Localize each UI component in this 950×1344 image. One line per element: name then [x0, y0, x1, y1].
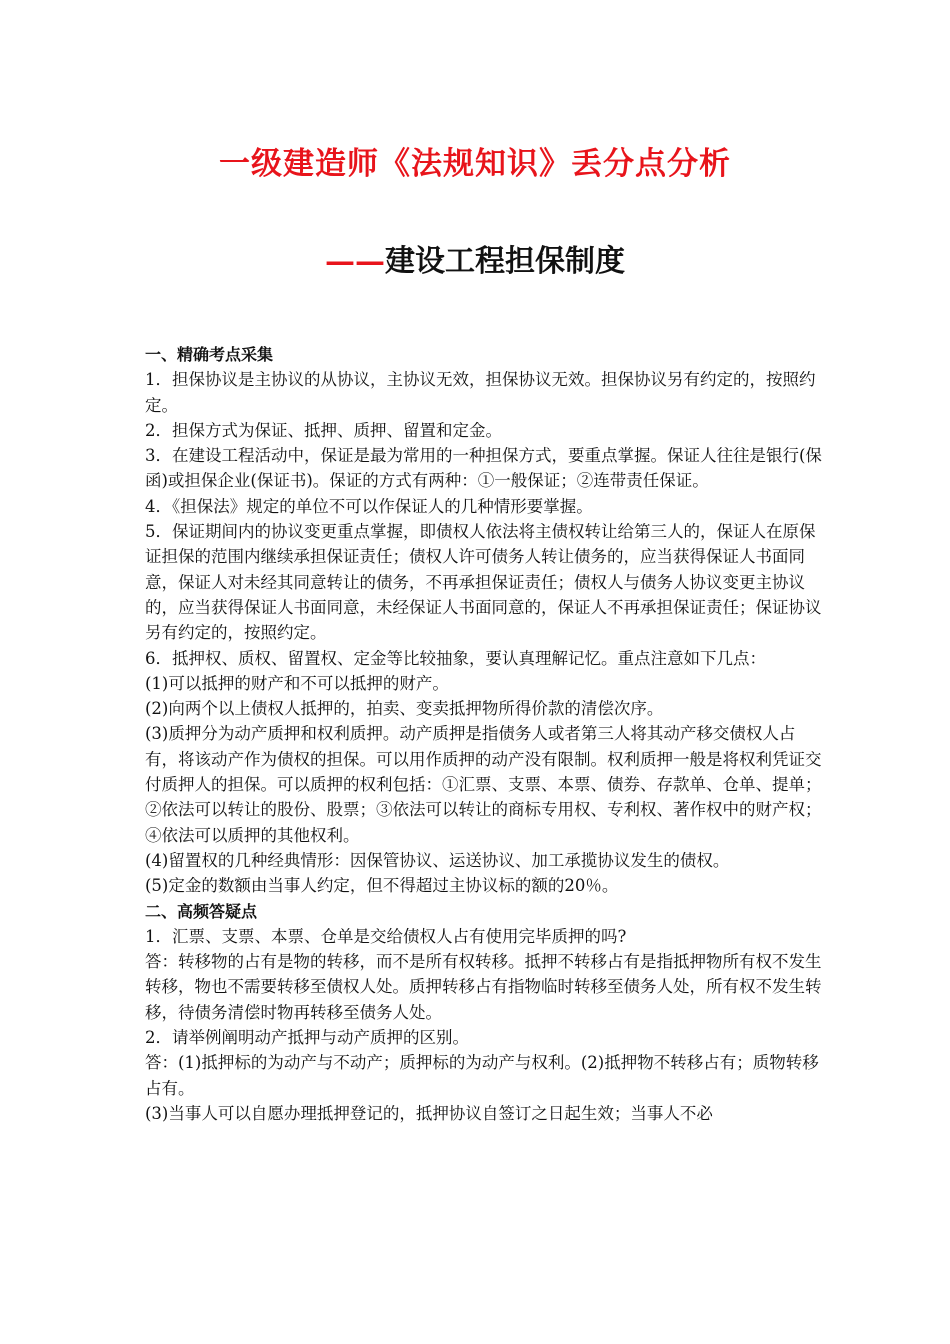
document-subtitle: [0, 236, 950, 280]
paragraph: 4．《担保法》规定的单位不可以作保证人的几种情形要掌握。: [145, 496, 593, 516]
paragraph: (3)当事人可以自愿办理抵押登记的，抵押协议自签订之日起生效；当事人不必: [145, 1103, 713, 1123]
subtitle-text: 建设工程担保制度: [385, 244, 625, 279]
paragraph: 5．保证期间内的协议变更重点掌握，即债权人依法将主债权转让给第三人的，保证人在原保证担保的范围内继续承担保证责任；债权人许可债务人转让债务的，应当获得保证人书面同意，保证人对未经其同意转让的债务，不再承担保证责任；债权人与债务人协议变更主协议的，应当获得保证人书面同意，未经保证人书面同意的，保证人不再承担保证责任；保证协议另有约定的，按照约定。: [145, 522, 822, 643]
subtitle-dash: ——: [325, 244, 385, 279]
paragraph: 1．担保协议是主协议的从协议，主协议无效，担保协议无效。担保协议另有约定的，按照约定。: [145, 370, 816, 415]
paragraph: (1)可以抵押的财产和不可以抵押的财产。: [145, 673, 449, 693]
paragraph: 2．请举例阐明动产抵押与动产质押的区别。: [145, 1028, 469, 1048]
document-body: [145, 342, 825, 1126]
paragraph: (4)留置权的几种经典情形：因保管协议、运送协议、加工承揽协议发生的债权。: [145, 850, 730, 870]
paragraph: (5)定金的数额由当事人约定，但不得超过主协议标的额的20％。: [145, 876, 619, 896]
paragraph: 答：转移物的占有是物的转移，而不是所有权转移。抵押不转移占有是指抵押物所有权不发生转移，物也不需要转移至债权人处。质押转移占有指物临时转移至债务人处，所有权不发生转移，待债务清偿时物再转移至债务人处。: [145, 952, 822, 1022]
paragraph: 答：(1)抵押标的为动产与不动产；质押标的为动产与权利。(2)抵押物不转移占有；质物转移占有。: [145, 1053, 819, 1098]
paragraph: (2)向两个以上债权人抵押的，拍卖、变卖抵押物所得价款的清偿次序。: [145, 699, 664, 719]
section-heading: 一、精确考点采集: [145, 345, 274, 364]
document-title: 一级建造师《法规知识》丢分点分析: [219, 146, 731, 182]
section-heading: 二、高频答疑点: [145, 901, 258, 921]
paragraph: 1．汇票、支票、本票、仓单是交给债权人占有使用完毕质押的吗?: [145, 926, 627, 946]
paragraph: 6．抵押权、质权、留置权、定金等比较抽象，要认真理解记忆。重点注意如下几点：: [145, 648, 766, 668]
paragraph: 2．担保方式为保证、抵押、质押、留置和定金。: [145, 420, 502, 440]
paragraph: 3．在建设工程活动中，保证是最为常用的一种担保方式，要重点掌握。保证人往往是银行(保函)或担保企业(保证书)。保证的方式有两种：①一般保证；②连带责任保证。: [145, 446, 822, 491]
paragraph: (3)质押分为动产质押和权利质押。动产质押是指债务人或者第三人将其动产移交债权人占有，将该动产作为债权的担保。可以用作质押的动产没有限制。权利质押一般是将权利凭证交付质押人的担保。可以质押的权利包括：①汇票、支票、本票、债券、存款单、仓单、提单；②依法可以转让的股份、股票；③依法可以转让的商标专用权、专利权、著作权中的财产权；④依法可以质押的其他权利。: [145, 724, 822, 845]
